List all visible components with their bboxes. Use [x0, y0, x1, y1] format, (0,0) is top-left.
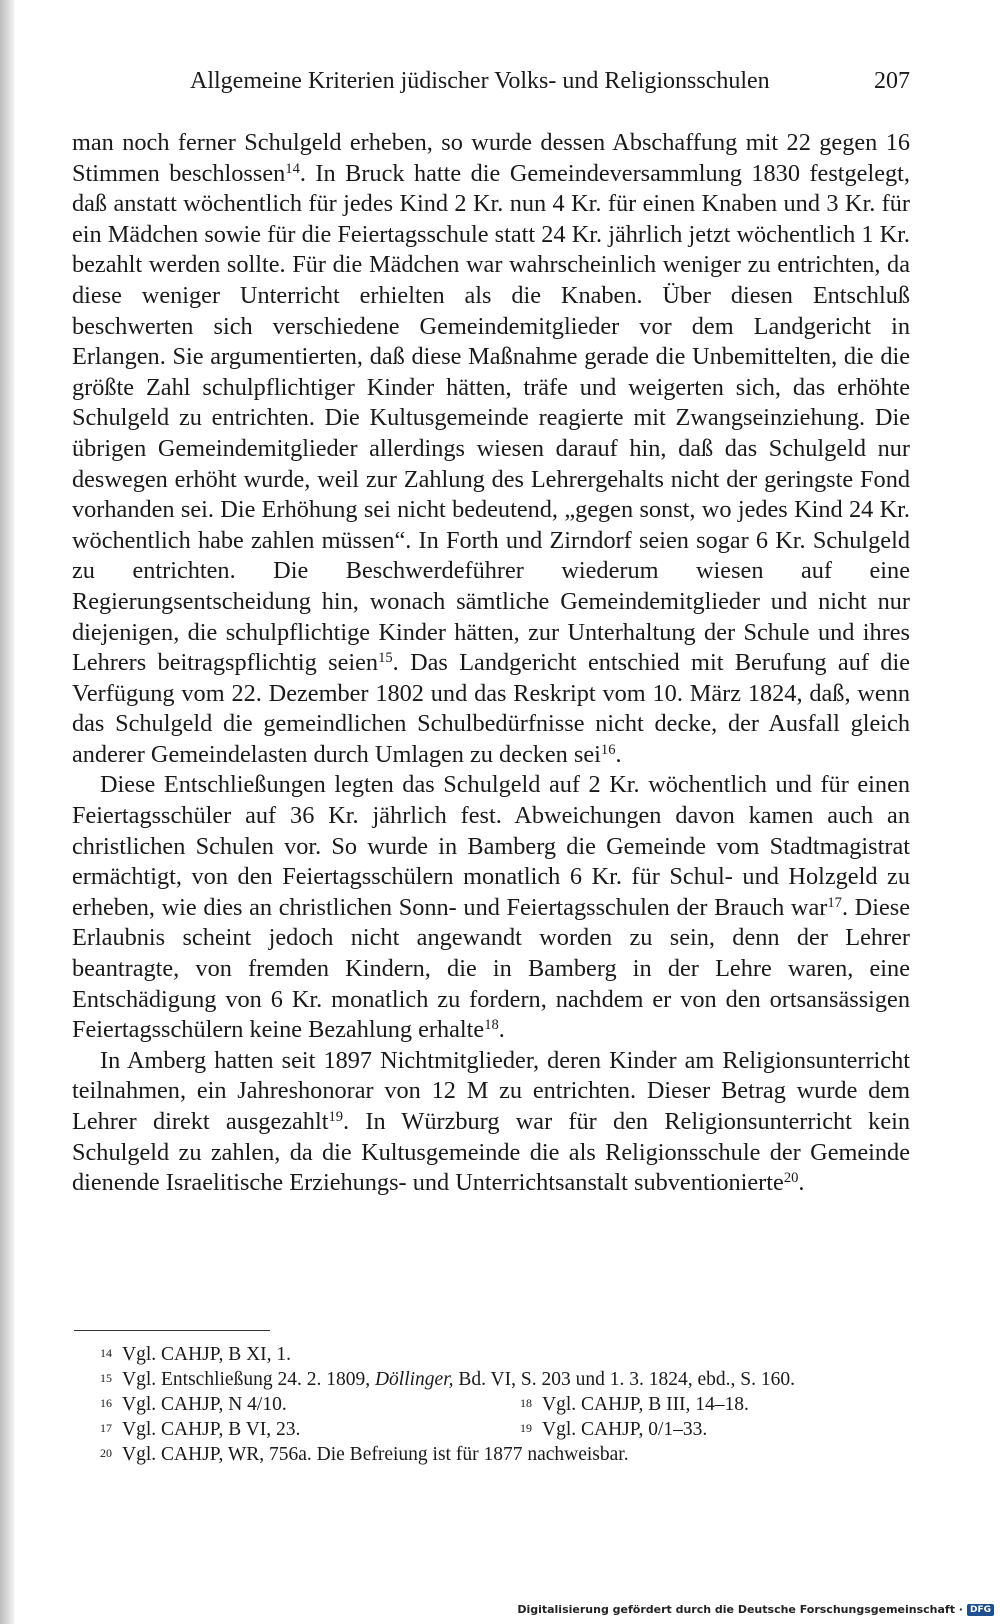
footnote-reference: 20: [783, 1170, 799, 1187]
dfg-footer: [517, 1603, 994, 1616]
footnote-text: [122, 1367, 795, 1392]
text-run: .: [798, 1169, 805, 1197]
footnote-number: 19: [520, 1421, 532, 1435]
text-run: In Amberg hatten seit 1897 Nichtmitglieder, deren Kinder am Religionsunterricht teilnahmen, ein Jahreshonorar von 12 M zu entrichten. Dieser Betrag wurde dem Lehrer direkt ausgezahlt: [72, 1046, 910, 1135]
footnote-14: [72, 1342, 910, 1367]
footnote-reference: 16: [600, 741, 616, 758]
footnote-15: [72, 1367, 910, 1392]
footnote-text-a: Vgl. Entschließung 24. 2. 1809,: [122, 1369, 375, 1390]
footnote-reference: 15: [378, 650, 393, 667]
text-run: . In Bruck hatte die Gemeindeversammlung 1830 festgelegt, daß anstatt wöchentlich für jedes Kind 2 Kr. nun 4 Kr. für einen Knaben und 3 Kr. für ein Mädchen sowie für die Feiertagsschule statt 24 Kr. jährlich jetzt wöchentlich 1 Kr. bezahlt werden sollte. Für die Mädchen war wahrscheinlich weniger zu entrichten, da diese weniger Unterricht erhielten als die Knaben. Über diesen Entschluß beschwerten sich verschiedene Gemeindemitglieder vor dem Landgericht in Erlangen. Sie argumentierten, daß diese Maßnahme gerade die Unbemittelten, die die größte Zahl schulpflichtiger Kinder hätten, träfe und weigerten sich, das erhöhte Schulgeld zu entrichten. Die Kultusgemeinde reagierte mit Zwangseinziehung. Die übrigen Gemeindemitglieder allerdings wiesen darauf hin, daß das Schulgeld nur deswegen erhöht wurde, weil zur Zahlung des Lehrergehalts nicht der geringste Fond vorhanden sei. Die Erhöhung sei nicht bedeutend, „gegen sonst, wo jedes Kind 24 Kr. wöchentlich habe zahlen müssen“. In Forth und Zirndorf seien sogar 6 Kr. Schulgeld zu entrichten. Die Beschwerdeführer wiederum wiesen auf eine Regierungsentscheidung hin, wonach sämtliche Gemeindemitglieder und nicht nur diejenigen, die schulpflichtige Kinder hätten, zur Unterhaltung der Schule und ihres Lehrers beitragspflichtig seien: [72, 159, 910, 677]
footnote-text: Vgl. CAHJP, B VI, 23.: [122, 1419, 301, 1440]
footnote-text: Vgl. CAHJP, WR, 756a. Die Befreiung ist für 1877 nachweisbar.: [122, 1444, 629, 1465]
footnotes: [72, 1342, 910, 1467]
body-text: [72, 128, 910, 1199]
text-run: . In Würzburg war für den Religionsunterricht kein Schulgeld zu zahlen, da die Kultusgemeinde die als Religionsschule der Gemeinde dienende Israelitische Erziehungs- und Unterrichtsanstalt subventionierte: [72, 1108, 910, 1197]
footnote-row-16-18: [72, 1392, 910, 1417]
text-run: . Das Landgericht entschied mit Berufung auf die Verfügung vom 22. Dezember 1802 und das Reskript vom 10. März 1824, daß, wenn das Schulgeld die gemeindlichen Schulbedürfnisse nicht decke, der Ausfall gleich anderer Gemeindelasten durch Umlagen zu decken sei: [72, 649, 910, 768]
text-run: man noch ferner Schulgeld erheben, so wurde dessen Abschaffung mit 22 gegen 16 Stimmen beschlossen: [72, 129, 910, 187]
running-title: Allgemeine Kriterien jüdischer Volks- und Religionsschulen: [190, 68, 770, 94]
footnote-reference: 19: [328, 1108, 344, 1125]
footnote-text: Vgl. CAHJP, B III, 14–18.: [542, 1394, 749, 1415]
paragraph: [72, 128, 910, 770]
footnote-20: [72, 1442, 910, 1467]
footnote-text-b: Bd. VI, S. 203 und 1. 3. 1824, ebd., S. 160.: [453, 1369, 795, 1390]
text-run: .: [615, 740, 622, 768]
footnote-text: Vgl. CAHJP, 0/1–33.: [542, 1419, 708, 1440]
footnote-author: Döllinger,: [374, 1369, 454, 1390]
page-number: 207: [874, 68, 910, 94]
footnote-row-17-19: [72, 1417, 910, 1442]
footnote-number: 15: [100, 1371, 112, 1385]
footnote-number: 20: [100, 1446, 112, 1460]
footnote-number: 18: [520, 1396, 532, 1410]
footnote-text: Vgl. CAHJP, N 4/10.: [122, 1394, 287, 1415]
text-run: Diese Entschließungen legten das Schulgeld auf 2 Kr. wöchentlich und für einen Feiertagsschüler auf 36 Kr. jährlich fest. Abweichungen davon kamen auch an christlichen Schulen vor. So wurde in Bamberg die Gemeinde vom Stadtmagistrat ermächtigt, von den Feiertagsschülern monatlich 6 Kr. für Schul- und Holzgeld zu erheben, wie dies an christlichen Sonn- und Feiertagsschulen der Brauch war: [72, 771, 910, 921]
footnote-reference: 18: [484, 1017, 499, 1034]
footnote-text: Vgl. CAHJP, B XI, 1.: [122, 1344, 292, 1365]
footnote-reference: 17: [827, 894, 842, 911]
dfg-logo: DFG: [967, 1604, 994, 1616]
scan-edge: [0, 0, 14, 1624]
paragraph: [72, 1046, 910, 1199]
text-run: .: [498, 1016, 505, 1044]
footnote-reference: 14: [285, 160, 300, 177]
digitization-note: Digitalisierung gefördert durch die Deutsche Forschungsgemeinschaft ·: [517, 1603, 963, 1616]
footnote-number: 16: [100, 1396, 112, 1410]
paragraph: [72, 770, 910, 1045]
footnote-number: 17: [100, 1421, 112, 1435]
footnote-divider: [74, 1330, 270, 1331]
footnote-number: 14: [100, 1346, 112, 1360]
text-run: . Diese Erlaubnis scheint jedoch nicht angewandt worden zu sein, denn der Lehrer beantragte, von fremden Kindern, die in Bamberg in der Lehre waren, eine Entschädigung von 6 Kr. monatlich zu fordern, nachdem er von den ortsansässigen Feiertagsschülern keine Bezahlung erhalte: [72, 893, 910, 1044]
